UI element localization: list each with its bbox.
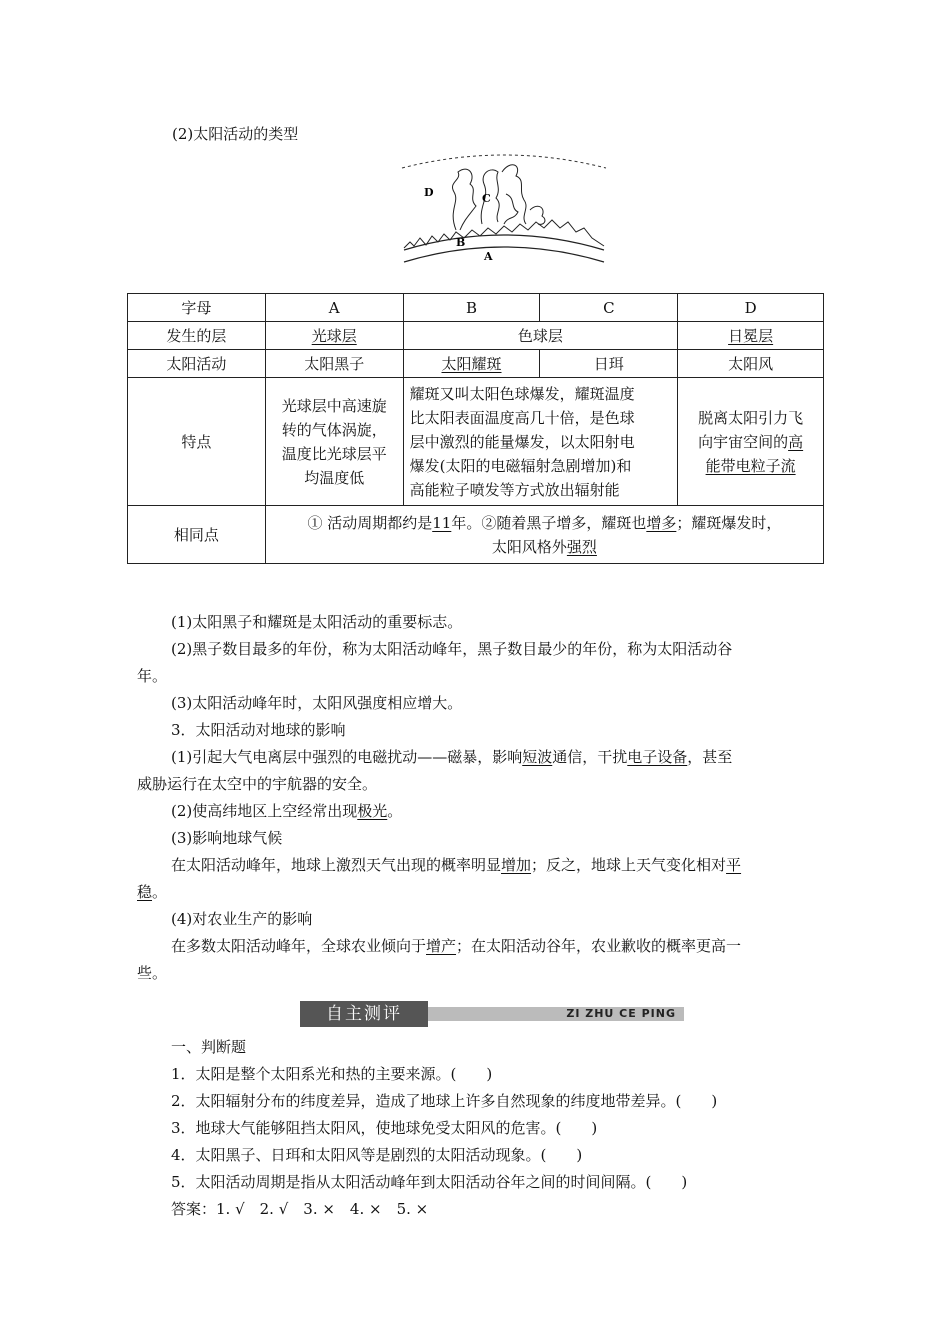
paragraph: (3)影响地球气候 — [171, 829, 283, 847]
paragraph: 3．太阳活动对地球的影响 — [171, 721, 346, 739]
cell: 太阳黑子 — [265, 350, 403, 378]
cell-line: 脱离太阳引力飞 — [698, 408, 804, 427]
cell-line: 转的气体涡旋， — [281, 420, 387, 439]
paragraph: (1)太阳黑子和耀斑是太阳活动的重要标志。 — [171, 613, 463, 631]
cell: 太阳风 — [678, 350, 824, 378]
paragraph: (4)对农业生产的影响 — [171, 910, 313, 928]
cell — [403, 378, 678, 506]
quiz-item: 1．太阳是整个太阳系光和热的主要来源。( ) — [171, 1065, 493, 1083]
paragraph: 在多数太阳活动峰年，全球农业倾向于增产；在太阳活动谷年，农业歉收的概率更高一 — [171, 937, 742, 955]
cell-line: 耀斑又叫太阳色球爆发，耀斑温度 — [409, 384, 635, 403]
cell-line: 能带电粒子流 — [705, 456, 796, 475]
paragraph: 年。 — [137, 667, 168, 685]
cell: B — [403, 294, 540, 322]
cell: 太阳活动 — [128, 350, 266, 378]
paragraph: (1)引起大气电离层中强烈的电磁扰动——磁暴，影响短波通信，干扰电子设备，甚至 — [171, 748, 733, 766]
notes-block — [137, 609, 817, 987]
cell-line: 温度比光球层平 — [281, 444, 387, 463]
cell-line: ① 活动周期都约是11年。②随着黑子增多，耀斑也增多；耀斑爆发时， — [307, 513, 782, 532]
cell: 字母 — [128, 294, 266, 322]
quiz-block — [137, 1034, 817, 1223]
paragraph: 威胁运行在太空中的宇航器的安全。 — [137, 775, 378, 793]
table-row-same — [128, 506, 824, 564]
label-d: D — [424, 186, 434, 199]
cell — [265, 506, 823, 564]
cell-line: 光球层中高速旋 — [281, 396, 387, 415]
cell — [403, 350, 540, 378]
table-row-feature — [128, 378, 824, 506]
quiz-item: 2．太阳辐射分布的纬度差异，造成了地球上许多自然现象的纬度地带差异。( ) — [171, 1092, 718, 1110]
answer-text: 光球层 — [311, 326, 357, 345]
table-row-header — [128, 294, 824, 322]
solar-activity-table — [127, 293, 824, 564]
cell-line: 均温度低 — [304, 468, 365, 487]
quiz-item: 5．太阳活动周期是指从太阳活动峰年到太阳活动谷年之间的时间间隔。( ) — [171, 1173, 688, 1191]
cell-line: 太阳风格外强烈 — [491, 537, 597, 556]
cell — [265, 378, 403, 506]
section-banner — [300, 1001, 684, 1027]
cell: C — [540, 294, 678, 322]
cell — [678, 378, 824, 506]
cell-line: 比太阳表面温度高几十倍，是色球 — [409, 408, 635, 427]
paragraph: 稳。 — [137, 883, 168, 901]
quiz-item: 4．太阳黑子、日珥和太阳风等是剧烈的太阳活动现象。( ) — [171, 1146, 583, 1164]
cell: 特点 — [128, 378, 266, 506]
quiz-item: 3．地球大气能够阻挡太阳风，使地球免受太阳风的危害。( ) — [171, 1119, 598, 1137]
solar-activity-diagram — [398, 150, 610, 270]
cell-line: 高能粒子喷发等方式放出辐射能 — [409, 480, 620, 499]
quiz-answer: 答案：1. √ 2. √ 3. × 4. × 5. × — [171, 1200, 429, 1218]
cell: 相同点 — [128, 506, 266, 564]
paragraph: 在太阳活动峰年，地球上激烈天气出现的概率明显增加；反之，地球上天气变化相对平 — [171, 856, 742, 874]
cell: 发生的层 — [128, 322, 266, 350]
answer-text: 太阳耀斑 — [441, 354, 502, 373]
cell-line: 层中激烈的能量爆发，以太阳射电 — [409, 432, 635, 451]
label-a: A — [484, 250, 493, 263]
paragraph: (3)太阳活动峰年时，太阳风强度相应增大。 — [171, 694, 463, 712]
paragraph: 些。 — [137, 964, 168, 982]
banner-title: 自主测评 — [300, 1001, 428, 1027]
cell — [678, 322, 824, 350]
cell: 色球层 — [403, 322, 678, 350]
cell: 日珥 — [540, 350, 678, 378]
paragraph: (2)黑子数目最多的年份，称为太阳活动峰年，黑子数目最少的年份，称为太阳活动谷 — [171, 640, 733, 658]
paragraph: (2)使高纬地区上空经常出现极光。 — [171, 802, 403, 820]
table-row-activity — [128, 350, 824, 378]
section-title: (2)太阳活动的类型 — [172, 125, 299, 143]
label-c: C — [482, 192, 491, 205]
answer-text: 日冕层 — [728, 326, 774, 345]
cell: D — [678, 294, 824, 322]
cell-line: 向宇宙空间的高 — [698, 432, 804, 451]
label-b: B — [456, 236, 466, 249]
quiz-heading: 一、判断题 — [171, 1038, 247, 1056]
banner-subtitle: ZI ZHU CE PING — [566, 1007, 676, 1020]
table-row-layer — [128, 322, 824, 350]
cell: A — [265, 294, 403, 322]
cell-line: 爆发(太阳的电磁辐射急剧增加)和 — [409, 456, 632, 475]
cell — [265, 322, 403, 350]
